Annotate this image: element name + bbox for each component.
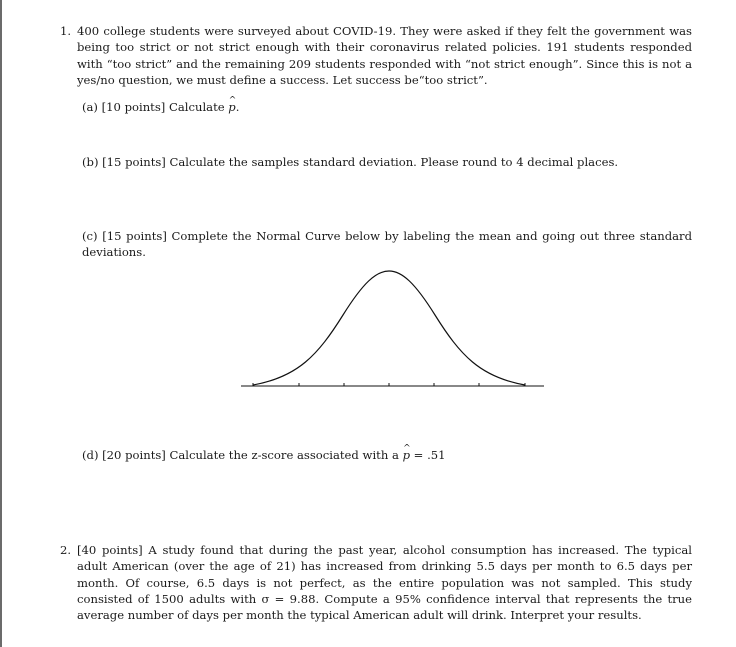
left-border	[0, 0, 2, 647]
part-a	[82, 99, 682, 115]
problem-1-number: 1.	[60, 24, 72, 38]
normal-curve-figure	[238, 265, 548, 395]
p-hat-symbol-d: ^ p	[403, 447, 410, 463]
part-a-label: (a) [10 points] Calculate	[82, 100, 225, 114]
p-hat-symbol: ^ p	[228, 99, 235, 115]
part-c	[82, 228, 692, 261]
part-b-label: (b) [15 points] Calculate the samples standard deviation. Please round to 4 decimal places.	[82, 155, 619, 169]
problem-1-text	[77, 23, 692, 88]
problem-1-body: 400 college students were surveyed about COVID-19. They were asked if they felt the government was being too strict or not strict enough with their coronavirus related policies. 191 students responded with “too strict” and the remaining 209 students responded with “not strict enough”. Since this is not a yes/no question, we must define a success. Let success be“too strict”.	[77, 24, 692, 87]
part-d	[82, 447, 682, 463]
bell-curve	[253, 271, 525, 385]
part-d-label: (d) [20 points] Calculate the z-score associated with a	[82, 448, 399, 462]
problem-2-body: [40 points] A study found that during the past year, alcohol consumption has increased. The typical adult American (over the age of 21) has increased from drinking 5.5 days per month to 6.5 days per month. Of course, 6.5 days is not perfect, as the entire population was not sampled. This study consisted of 1500 adults with σ = 9.88. Compute a 95% confidence interval that represents the true average number of days per month the typical American adult will drink. Interpret your results.	[77, 543, 692, 623]
part-c-label: (c) [15 points] Complete the Normal Curve below by labeling the mean and going out three standard deviations.	[82, 229, 692, 260]
problem-2-text	[77, 542, 692, 623]
part-b	[82, 154, 702, 170]
part-d-tail: = .51	[410, 448, 446, 462]
part-a-tail: .	[235, 100, 240, 114]
problem-2-number: 2.	[60, 543, 72, 557]
